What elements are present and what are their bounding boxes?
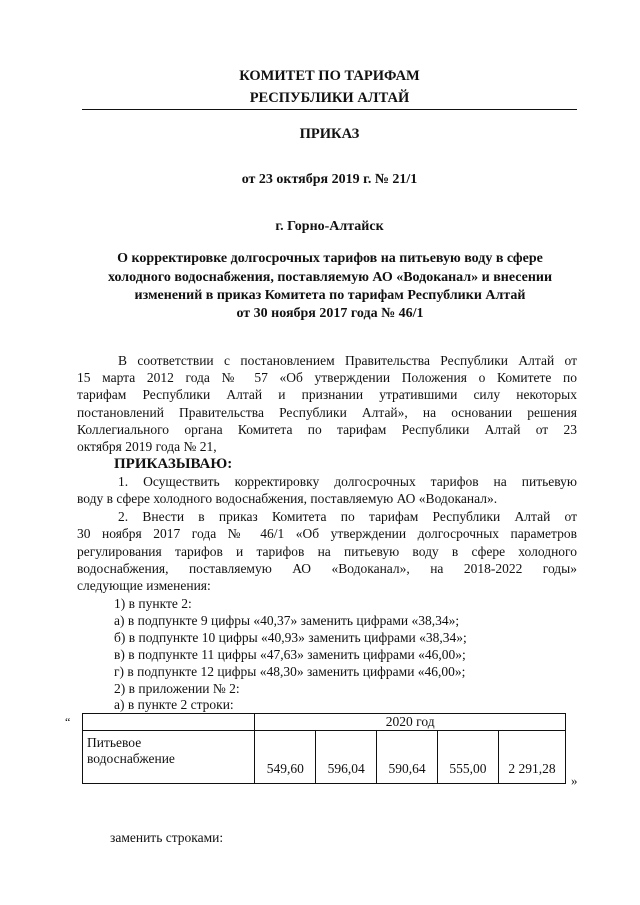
replace-with-text: заменить строками: [110, 830, 224, 845]
city: г. Горно-Алтайск [275, 219, 384, 234]
table-empty-cell [83, 714, 255, 731]
date-and-number: от 23 октября 2019 г. № 21/1 [241, 172, 418, 187]
item2-line: 2. Внести в приказ Комитета по тарифам Республики Алтай от [118, 509, 577, 524]
document-type: ПРИКАЗ [299, 126, 360, 142]
open-quote: “ [65, 715, 71, 729]
value-cell: 549,60 [255, 731, 316, 784]
row-label-cell [83, 731, 255, 784]
change-line: в) в подпункте 11 цифры «47,63» заменить цифрами «46,00»; [114, 647, 466, 662]
org-name-line2: РЕСПУБЛИКИ АЛТАЙ [249, 90, 410, 106]
item2-line: регулирования тарифов и тарифов на питьевую воду в сфере холодного [77, 544, 577, 559]
tariff-table [82, 713, 566, 784]
org-name-line1: КОМИТЕТ ПО ТАРИФАМ [239, 68, 420, 84]
table-header-row [83, 714, 566, 731]
item2-line: 30 ноября 2017 года № 46/1 «Об утверждении долгосрочных параметров [77, 526, 577, 541]
table-row [83, 731, 566, 784]
item2-line: водоснабжения, поставляемую АО «Водоканал», на 2018-2022 годы» [77, 561, 577, 576]
subject-line: О корректировке долгосрочных тарифов на питьевую воду в сфере [117, 251, 543, 266]
preamble-line: постановлений Правительства Республики Алтай», на основании решения [77, 405, 577, 420]
value-cell: 590,64 [377, 731, 438, 784]
preamble-line: октября 2019 года № 21, [77, 439, 217, 454]
change-line: 2) в приложении № 2: [114, 681, 240, 696]
preamble-line: тарифам Республики Алтай и признании утратившими силу некоторых [77, 387, 577, 402]
change-line: 1) в пункте 2: [114, 596, 192, 611]
change-line: б) в подпункте 10 цифры «40,93» заменить цифрами «38,34»; [114, 630, 467, 645]
preamble-line: 15 марта 2012 года № 57 «Об утверждении Положения о Комитете по [77, 370, 577, 385]
preamble-line: В соответствии с постановлением Правительства Республики Алтай от [118, 353, 577, 368]
item2-line: следующие изменения: [77, 578, 211, 593]
change-line: а) в подпункте 9 цифры «40,37» заменить цифрами «38,34»; [114, 613, 460, 628]
close-quote: » [571, 773, 578, 788]
change-line: г) в подпункте 12 цифры «48,30» заменить цифрами «46,00»; [114, 664, 466, 679]
subject-line: изменений в приказ Комитета по тарифам Республики Алтай [134, 288, 526, 303]
row-label-line: Питьевое [87, 735, 142, 750]
preamble-line: Коллегиального органа Комитета по тарифам Республики Алтай от 23 [77, 422, 577, 437]
item1-line: воду в сфере холодного водоснабжения, поставляемую АО «Водоканал». [77, 491, 498, 506]
header-rule [82, 109, 577, 110]
value-cell: 2 291,28 [498, 731, 565, 784]
year-header-cell: 2020 год [255, 714, 566, 731]
value-cell: 596,04 [316, 731, 377, 784]
subject-line: от 30 ноября 2017 года № 46/1 [236, 306, 424, 321]
row-label-line: водоснабжение [87, 751, 175, 766]
change-line: а) в пункте 2 строки: [114, 697, 234, 712]
item1-line: 1. Осуществить корректировку долгосрочных тарифов на питьевую [118, 474, 577, 489]
value-cell: 555,00 [438, 731, 499, 784]
subject-line: холодного водоснабжения, поставляемую АО «Водоканал» и внесении [107, 270, 553, 285]
order-word: ПРИКАЗЫВАЮ: [114, 456, 233, 472]
